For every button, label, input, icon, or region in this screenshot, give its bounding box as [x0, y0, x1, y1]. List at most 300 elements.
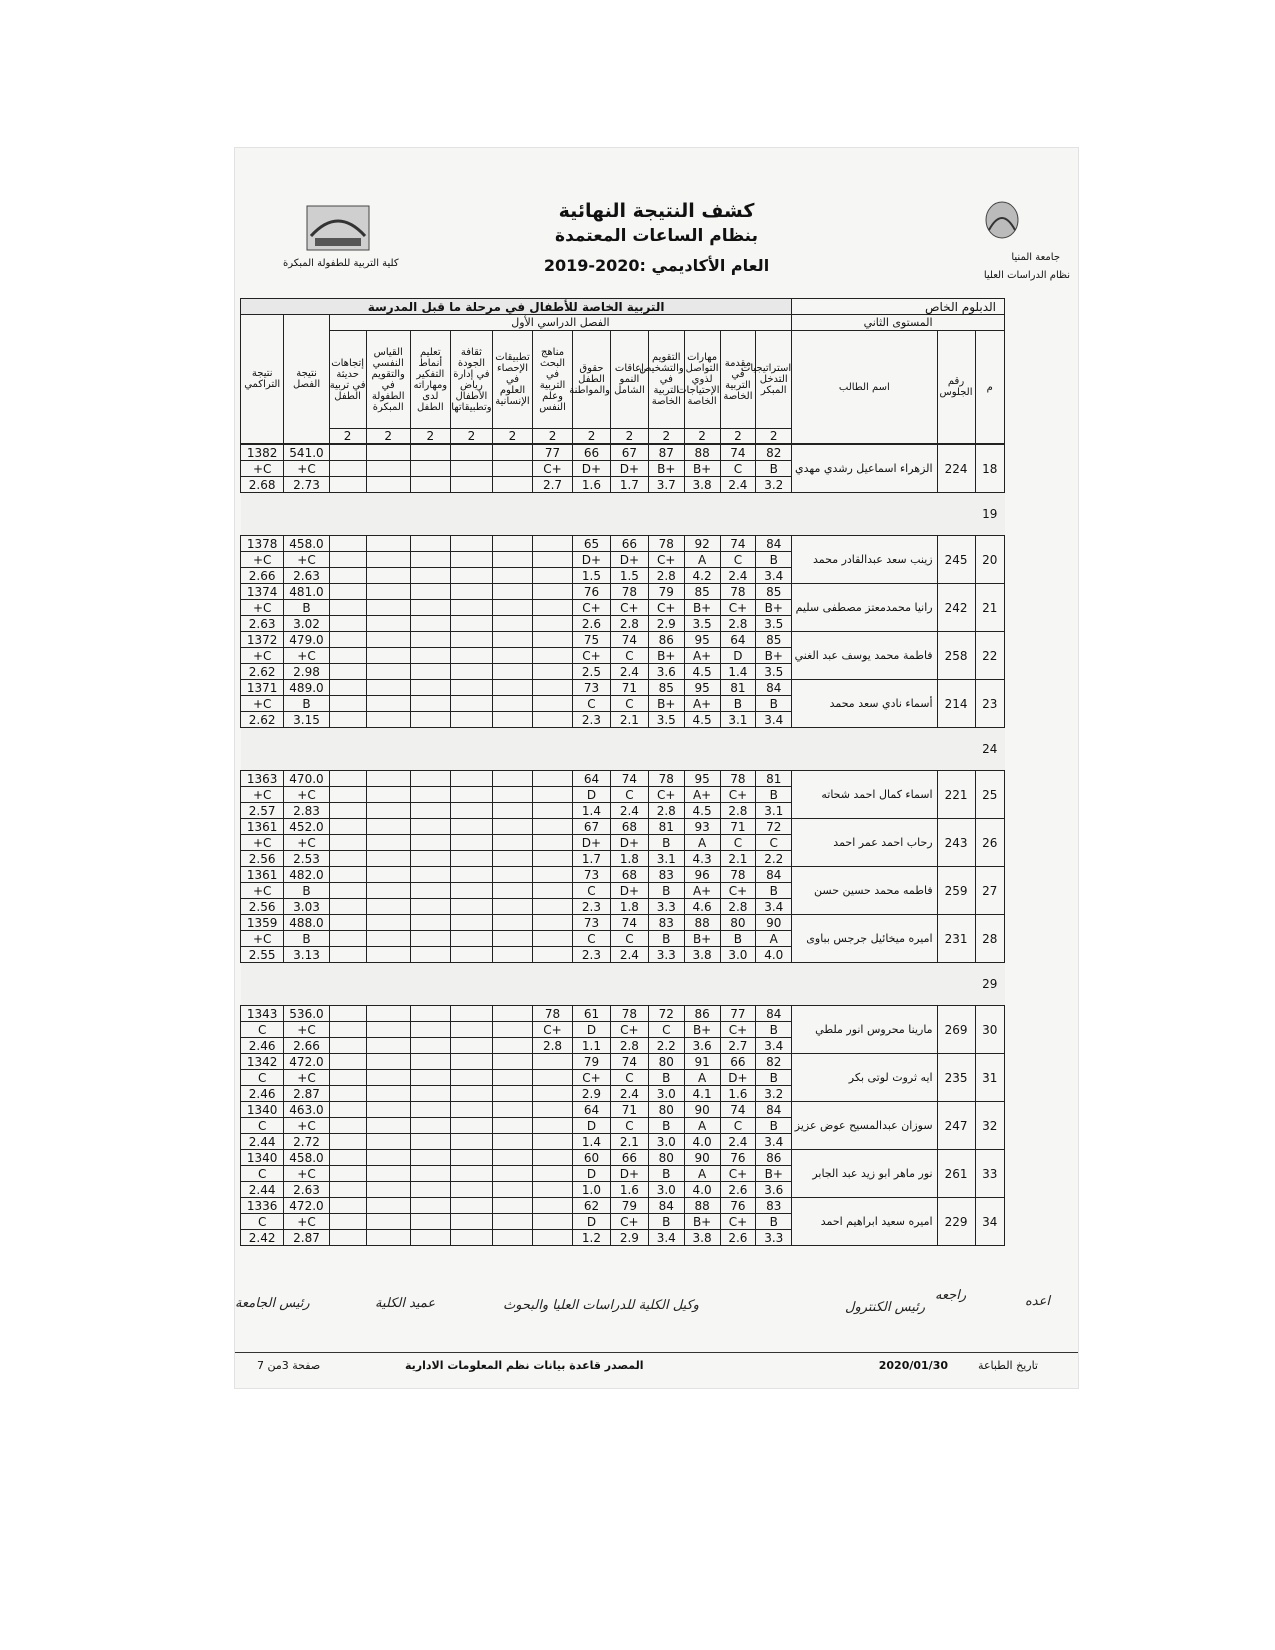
course-cell: [450, 835, 492, 851]
course-cell: [492, 461, 532, 477]
course-cell: [450, 461, 492, 477]
row-number: 23: [975, 680, 1005, 728]
course-cell: 88: [684, 915, 720, 931]
course-cell: 3.8: [684, 947, 720, 963]
course-cell: C: [610, 696, 648, 712]
signature-head: رئيس الجامعة: [235, 1296, 310, 1311]
course-cell: 1.6: [720, 1086, 756, 1102]
seat-number: 247: [937, 1102, 975, 1150]
course-cell: [410, 1086, 450, 1102]
course-cell: [532, 1070, 572, 1086]
course-cell: D: [573, 1118, 611, 1134]
course-cell: 72: [648, 1006, 684, 1022]
course-cell: 3.5: [756, 664, 792, 680]
folded-corner: [1235, 296, 1275, 506]
course-cell: [410, 1150, 450, 1166]
course-cell: 2.8: [720, 803, 756, 819]
course-cell: [366, 947, 410, 963]
course-cell: C: [720, 461, 756, 477]
course-cell: 3.3: [648, 947, 684, 963]
university-name: جامعة المنيا: [1011, 252, 1060, 263]
course-cell: 88: [684, 445, 720, 461]
row-number: 21: [975, 584, 1005, 632]
course-cell: 1.8: [610, 851, 648, 867]
course-cell: +D: [573, 461, 611, 477]
course-cell: +C: [720, 1022, 756, 1038]
course-cell: 3.5: [756, 616, 792, 632]
seat-number: 243: [937, 819, 975, 867]
student-name: مارينا محروس انور ملطي: [792, 1006, 937, 1054]
table-row: [241, 1006, 1005, 1022]
course-cell: [450, 819, 492, 835]
course-cell: D: [573, 1022, 611, 1038]
course-cell: [366, 1022, 410, 1038]
course-cell: +D: [610, 552, 648, 568]
course-cell: B: [648, 1214, 684, 1230]
course-cell: [329, 664, 366, 680]
course-cell: [492, 1086, 532, 1102]
col-cumulative: نتيجة التراكمي: [241, 315, 284, 444]
sheet-header: [235, 148, 1078, 281]
course-cell: 2.5: [573, 664, 611, 680]
course-cell: 74: [610, 771, 648, 787]
cumulative-result: 2.42: [241, 1230, 284, 1246]
course-cell: 84: [756, 536, 792, 552]
course-cell: [532, 947, 572, 963]
course-cell: [410, 1006, 450, 1022]
course-cell: 3.7: [648, 477, 684, 493]
cumulative-result: 2.66: [241, 568, 284, 584]
course-cell: [492, 835, 532, 851]
course-cell: [532, 1150, 572, 1166]
course-cell: 79: [610, 1198, 648, 1214]
course-cell: [329, 851, 366, 867]
cumulative-result: C: [241, 1118, 284, 1134]
course-cell: C: [610, 787, 648, 803]
course-cell: 71: [610, 1102, 648, 1118]
course-cell: 2.7: [720, 1038, 756, 1054]
course-cell: 3.0: [720, 947, 756, 963]
course-cell: 71: [720, 819, 756, 835]
col-course-12: استراتيجيات التدخل المبكر: [756, 331, 792, 429]
credit: 2: [410, 429, 450, 444]
course-cell: 4.3: [684, 851, 720, 867]
course-cell: [450, 803, 492, 819]
course-cell: 90: [684, 1102, 720, 1118]
table-row: [241, 536, 1005, 552]
course-cell: [366, 819, 410, 835]
cumulative-result: 2.56: [241, 899, 284, 915]
signature-preparer: اعده: [1025, 1294, 1051, 1309]
course-cell: [450, 947, 492, 963]
course-cell: [532, 584, 572, 600]
course-cell: [532, 1214, 572, 1230]
course-cell: 4.1: [684, 1086, 720, 1102]
course-cell: [532, 1182, 572, 1198]
course-cell: [366, 1118, 410, 1134]
course-cell: [329, 1086, 366, 1102]
course-cell: [366, 1070, 410, 1086]
semester-label: الفصل الدراسي الأول: [329, 315, 791, 331]
course-cell: [492, 1166, 532, 1182]
course-cell: [329, 461, 366, 477]
course-cell: 2.8: [720, 899, 756, 915]
course-cell: 84: [756, 867, 792, 883]
erased-row: [241, 493, 1005, 536]
course-cell: [366, 1086, 410, 1102]
course-cell: B: [648, 835, 684, 851]
result-sheet: [235, 148, 1078, 1388]
course-cell: [492, 445, 532, 461]
page-number: صفحة 3من 7: [257, 1359, 321, 1372]
course-cell: [492, 819, 532, 835]
course-cell: [410, 552, 450, 568]
semester-result: 2.63: [284, 1182, 329, 1198]
course-cell: [492, 771, 532, 787]
course-cell: [329, 584, 366, 600]
course-cell: +C: [648, 600, 684, 616]
course-cell: [450, 616, 492, 632]
credit: 2: [573, 429, 611, 444]
course-cell: D: [720, 648, 756, 664]
col-course-7: حقوق الطفل والمواطنة: [573, 331, 611, 429]
cumulative-result: C: [241, 1070, 284, 1086]
course-cell: [532, 1118, 572, 1134]
seat-number: 214: [937, 680, 975, 728]
course-cell: 2.4: [610, 664, 648, 680]
course-cell: +A: [684, 883, 720, 899]
course-cell: [329, 1134, 366, 1150]
course-cell: [532, 899, 572, 915]
course-cell: [492, 1198, 532, 1214]
course-cell: [366, 771, 410, 787]
table-row: [241, 1150, 1005, 1166]
row-number: 31: [975, 1054, 1005, 1102]
course-cell: [450, 664, 492, 680]
credit: 2: [756, 429, 792, 444]
course-cell: [450, 899, 492, 915]
course-cell: +C: [720, 883, 756, 899]
course-cell: [450, 1102, 492, 1118]
course-cell: [492, 632, 532, 648]
cumulative-result: 2.56: [241, 851, 284, 867]
course-cell: 2.2: [756, 851, 792, 867]
col-course-5: تطبيقات الإحصاء في العلوم الإنسانية: [492, 331, 532, 429]
semester-result: C+: [284, 1166, 329, 1182]
course-cell: [450, 648, 492, 664]
course-cell: [366, 1198, 410, 1214]
table-row: [241, 584, 1005, 600]
course-cell: [366, 552, 410, 568]
course-cell: [532, 931, 572, 947]
signature-dean: عميد الكلية: [375, 1296, 436, 1311]
course-cell: 66: [573, 445, 611, 461]
course-cell: [450, 883, 492, 899]
course-cell: [329, 632, 366, 648]
course-cell: [366, 648, 410, 664]
course-cell: 66: [610, 1150, 648, 1166]
course-cell: [366, 1230, 410, 1246]
course-cell: [450, 584, 492, 600]
course-cell: A: [684, 1166, 720, 1182]
course-cell: 79: [573, 1054, 611, 1070]
cumulative-result: C+: [241, 931, 284, 947]
course-cell: 1.4: [720, 664, 756, 680]
course-cell: 79: [648, 584, 684, 600]
course-cell: [410, 477, 450, 493]
course-cell: [410, 1102, 450, 1118]
course-cell: 2.1: [610, 712, 648, 728]
course-cell: +B: [684, 600, 720, 616]
course-cell: 83: [756, 1198, 792, 1214]
course-cell: 3.4: [756, 899, 792, 915]
course-cell: [532, 819, 572, 835]
course-cell: [450, 1166, 492, 1182]
course-cell: [450, 632, 492, 648]
course-cell: B: [756, 787, 792, 803]
course-cell: 3.2: [756, 1086, 792, 1102]
semester-result: 3.15: [284, 712, 329, 728]
course-cell: 78: [610, 1006, 648, 1022]
course-cell: [532, 771, 572, 787]
table-row: [241, 632, 1005, 648]
table-row: [241, 445, 1005, 461]
semester-result: C+: [284, 461, 329, 477]
course-cell: 85: [648, 680, 684, 696]
course-cell: B: [756, 1214, 792, 1230]
course-cell: [492, 1006, 532, 1022]
course-cell: [329, 1038, 366, 1054]
course-cell: 76: [720, 1150, 756, 1166]
course-cell: 2.3: [573, 712, 611, 728]
cumulative-result: 1378: [241, 536, 284, 552]
course-cell: [410, 536, 450, 552]
semester-result: 3.02: [284, 616, 329, 632]
course-cell: 67: [610, 445, 648, 461]
course-cell: +C: [720, 787, 756, 803]
course-cell: [450, 568, 492, 584]
course-cell: [492, 536, 532, 552]
table-row: [241, 867, 1005, 883]
course-cell: [366, 712, 410, 728]
course-cell: +C: [573, 600, 611, 616]
course-cell: 2.8: [610, 616, 648, 632]
course-cell: 1.2: [573, 1230, 611, 1246]
table-header: [240, 298, 1005, 444]
course-cell: [492, 1214, 532, 1230]
course-cell: [492, 931, 532, 947]
row-number: 19: [975, 493, 1005, 536]
col-course-9: التقويم والتشخيص في التربية الخاصة: [648, 331, 684, 429]
course-cell: [329, 803, 366, 819]
course-cell: 76: [720, 1198, 756, 1214]
course-cell: +B: [648, 648, 684, 664]
table-row: [241, 819, 1005, 835]
course-cell: [410, 1134, 450, 1150]
cumulative-result: C+: [241, 600, 284, 616]
course-cell: [410, 915, 450, 931]
course-cell: 1.4: [573, 1134, 611, 1150]
course-cell: 2.4: [720, 1134, 756, 1150]
course-cell: [450, 1182, 492, 1198]
semester-result: 2.66: [284, 1038, 329, 1054]
course-cell: [532, 648, 572, 664]
course-cell: [410, 851, 450, 867]
semester-result: C+: [284, 787, 329, 803]
course-cell: 86: [648, 632, 684, 648]
course-cell: 66: [610, 536, 648, 552]
course-cell: 93: [684, 819, 720, 835]
col-course-10: مهارات التواصل لذوي الإحتياجات الخاصة: [684, 331, 720, 429]
academic-year: العام الأكاديمي :2020-2019: [543, 256, 770, 275]
course-cell: B: [756, 1070, 792, 1086]
course-cell: +C: [610, 1022, 648, 1038]
course-cell: +A: [684, 696, 720, 712]
course-cell: [492, 664, 532, 680]
semester-result: 2.83: [284, 803, 329, 819]
cumulative-result: 1382: [241, 445, 284, 461]
course-cell: [532, 851, 572, 867]
course-cell: 1.6: [610, 1182, 648, 1198]
course-cell: [410, 803, 450, 819]
course-cell: [532, 536, 572, 552]
course-cell: 2.4: [610, 803, 648, 819]
seat-number: 258: [937, 632, 975, 680]
course-cell: 2.8: [720, 616, 756, 632]
course-cell: [366, 803, 410, 819]
course-cell: [450, 1214, 492, 1230]
course-cell: [410, 1198, 450, 1214]
table-row: [241, 1102, 1005, 1118]
course-cell: 1.1: [573, 1038, 611, 1054]
course-cell: [329, 1230, 366, 1246]
course-cell: [410, 931, 450, 947]
course-cell: [366, 915, 410, 931]
course-cell: 78: [720, 867, 756, 883]
course-cell: [410, 680, 450, 696]
course-cell: 2.7: [532, 477, 572, 493]
cumulative-result: 2.62: [241, 712, 284, 728]
row-number: 20: [975, 536, 1005, 584]
course-cell: 4.5: [684, 664, 720, 680]
course-cell: 3.3: [756, 1230, 792, 1246]
credit: 2: [492, 429, 532, 444]
course-cell: D: [573, 1214, 611, 1230]
course-cell: [492, 1150, 532, 1166]
course-cell: [366, 445, 410, 461]
semester-result: 470.0: [284, 771, 329, 787]
course-cell: [450, 867, 492, 883]
semester-result: 2.73: [284, 477, 329, 493]
course-cell: [532, 883, 572, 899]
credit: 2: [648, 429, 684, 444]
course-cell: [410, 787, 450, 803]
semester-result: 536.0: [284, 1006, 329, 1022]
course-cell: [492, 1134, 532, 1150]
course-cell: [366, 664, 410, 680]
faculty-name: كلية التربية للطفولة المبكرة: [283, 258, 399, 269]
course-cell: [532, 1102, 572, 1118]
signature-vice-dean: وكيل الكلية للدراسات العليا والبحوث: [503, 1298, 699, 1313]
course-cell: 1.5: [573, 568, 611, 584]
semester-result: 2.72: [284, 1134, 329, 1150]
course-cell: [410, 664, 450, 680]
course-cell: [492, 947, 532, 963]
course-cell: 4.0: [684, 1134, 720, 1150]
course-cell: 88: [684, 1198, 720, 1214]
course-cell: [450, 1118, 492, 1134]
course-cell: 82: [756, 445, 792, 461]
course-cell: 1.5: [610, 568, 648, 584]
credit: 2: [610, 429, 648, 444]
specialization: التربية الخاصة للأطفال في مرحلة ما قبل المدرسة: [241, 299, 792, 315]
credit: 2: [533, 429, 573, 444]
course-cell: [329, 771, 366, 787]
seat-number: 235: [937, 1054, 975, 1102]
course-cell: [410, 445, 450, 461]
credit: 2: [720, 429, 756, 444]
course-cell: D: [573, 787, 611, 803]
course-cell: [366, 1166, 410, 1182]
course-cell: [532, 680, 572, 696]
course-cell: [366, 461, 410, 477]
course-cell: 3.6: [684, 1038, 720, 1054]
semester-result: 2.87: [284, 1230, 329, 1246]
course-cell: [492, 1182, 532, 1198]
course-cell: [450, 915, 492, 931]
course-cell: 2.9: [648, 616, 684, 632]
course-cell: [329, 1022, 366, 1038]
cumulative-result: C+: [241, 787, 284, 803]
course-cell: [450, 1198, 492, 1214]
course-cell: 67: [573, 819, 611, 835]
course-cell: +D: [720, 1070, 756, 1086]
course-cell: 83: [648, 867, 684, 883]
course-cell: 78: [720, 771, 756, 787]
course-cell: [492, 1230, 532, 1246]
student-name: سوزان عبدالمسيح عوض عزيز: [792, 1102, 937, 1150]
course-cell: [450, 1070, 492, 1086]
col-course-1: إتجاهات حديثة في تربية الطفل: [329, 331, 366, 429]
course-cell: [410, 461, 450, 477]
semester-result: 458.0: [284, 536, 329, 552]
course-cell: 80: [648, 1102, 684, 1118]
results-table: [240, 444, 1005, 1246]
course-cell: [329, 947, 366, 963]
course-cell: 2.8: [532, 1038, 572, 1054]
erased-cell: [241, 963, 976, 1006]
student-name: فاطمة محمد يوسف عبد الغني: [792, 632, 937, 680]
seat-number: 261: [937, 1150, 975, 1198]
course-cell: 2.6: [720, 1230, 756, 1246]
row-number: 24: [975, 728, 1005, 771]
semester-result: 2.98: [284, 664, 329, 680]
course-cell: [410, 947, 450, 963]
student-name: رانيا محمدمعتز مصطفى سليم: [792, 584, 937, 632]
course-cell: [366, 1150, 410, 1166]
course-cell: A: [684, 1070, 720, 1086]
course-cell: 3.8: [684, 477, 720, 493]
course-cell: [366, 787, 410, 803]
cumulative-result: C: [241, 1166, 284, 1182]
course-cell: [492, 568, 532, 584]
row-number: 32: [975, 1102, 1005, 1150]
course-cell: B: [756, 461, 792, 477]
course-cell: [450, 1054, 492, 1070]
course-cell: 1.6: [573, 477, 611, 493]
course-cell: [410, 819, 450, 835]
erased-row: [241, 963, 1005, 1006]
